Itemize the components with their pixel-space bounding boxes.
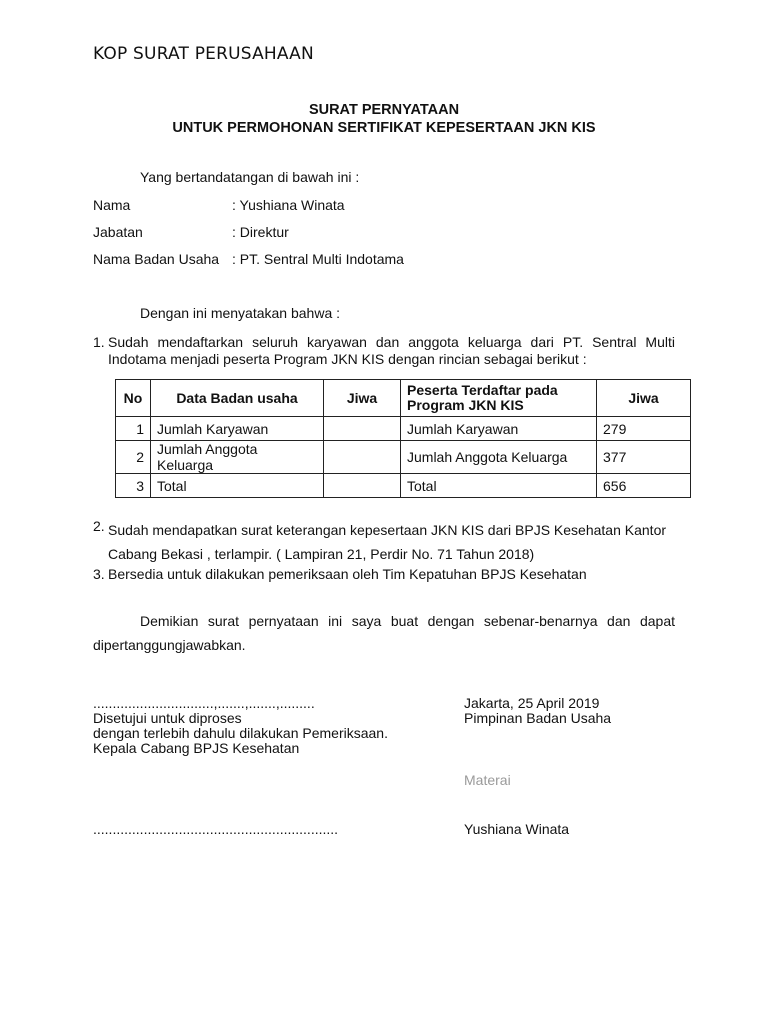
letterhead-placeholder: KOP SURAT PERUSAHAAN <box>93 44 314 64</box>
approval-line-1: Disetujui untuk diproses <box>93 710 242 726</box>
item-number: 2. <box>93 518 105 534</box>
item-number: 3. <box>93 566 105 582</box>
cell-no: 3 <box>116 474 151 498</box>
item-1-line-2: Indotama menjadi peserta Program JKN KIS dengan rincian sebagai berikut : <box>108 351 587 367</box>
field-label-badan-usaha: Nama Badan Usaha <box>93 251 220 267</box>
cell-data: Jumlah Karyawan <box>151 417 324 441</box>
document-title: SURAT PERNYATAAN <box>308 102 460 118</box>
approval-line-2: dengan terlebih dahulu dilakukan Pemeriksaan. <box>93 725 388 741</box>
field-value-nama: : Yushiana Winata <box>232 197 345 213</box>
place-date: Jakarta, 25 April 2019 <box>464 695 600 711</box>
cell-jiwa-1 <box>324 417 401 441</box>
field-value-badan-usaha: : PT. Sentral Multi Indotama <box>232 251 404 267</box>
header-peserta-line-1: Peserta Terdaftar pada <box>407 382 558 398</box>
cell-jiwa-2: 279 <box>597 417 691 441</box>
approval-dots: ...............................,.......,.......,......... <box>93 695 315 711</box>
bpjs-approval-block <box>93 696 388 756</box>
header-data-badan-usaha: Data Badan usaha <box>151 380 324 417</box>
header-jiwa-1: Jiwa <box>324 380 401 417</box>
cell-jiwa-2: 656 <box>597 474 691 498</box>
cell-peserta: Total <box>401 474 597 498</box>
item-2-line-1: Sudah mendapatkan surat keterangan kepesertaan JKN KIS dari BPJS Kesehatan Kantor <box>108 522 667 538</box>
cell-jiwa-1 <box>324 474 401 498</box>
closing-line-2: dipertanggungjawabkan. <box>93 637 246 653</box>
statement-item-2 <box>93 518 675 566</box>
item-number: 1. <box>93 334 105 350</box>
cell-peserta: Jumlah Karyawan <box>401 417 597 441</box>
header-peserta-line-2: Program JKN KIS <box>407 397 524 413</box>
document-subtitle: UNTUK PERMOHONAN SERTIFIKAT KEPESERTAAN JKN KIS <box>172 120 596 136</box>
cell-no: 1 <box>116 417 151 441</box>
cell-jiwa-2: 377 <box>597 441 691 474</box>
intro-text: Yang bertandatangan di bawah ini : <box>140 169 360 185</box>
header-no: No <box>116 380 151 417</box>
signer-name: Yushiana Winata <box>464 821 570 837</box>
approval-line-3: Kepala Cabang BPJS Kesehatan <box>93 740 300 756</box>
statement-intro: Dengan ini menyatakan bahwa : <box>140 305 341 321</box>
table-row <box>116 474 691 498</box>
table-header-row <box>116 380 691 417</box>
cell-no: 2 <box>116 441 151 474</box>
statement-item-3 <box>93 566 675 586</box>
bpjs-signature-line: ............................................................... <box>93 821 339 837</box>
table-row <box>116 441 691 474</box>
materai-stamp-placeholder: Materai <box>464 772 511 788</box>
cell-data: Total <box>151 474 324 498</box>
header-peserta-terdaftar <box>401 380 597 417</box>
field-label-jabatan: Jabatan <box>93 224 143 240</box>
closing-paragraph <box>93 609 675 657</box>
item-3-line-1: Bersedia untuk dilakukan pemeriksaan oleh Tim Kepatuhan BPJS Kesehatan <box>108 566 587 582</box>
header-jiwa-2: Jiwa <box>597 380 691 417</box>
participant-table <box>115 379 691 498</box>
cell-data: Jumlah Anggota Keluarga <box>151 441 324 474</box>
cell-peserta: Jumlah Anggota Keluarga <box>401 441 597 474</box>
cell-jiwa-1 <box>324 441 401 474</box>
company-signature-block <box>464 696 611 726</box>
item-2-line-2: Cabang Bekasi , terlampir. ( Lampiran 21, Perdir No. 71 Tahun 2018) <box>108 546 535 562</box>
statement-item-1 <box>93 334 675 370</box>
table-row <box>116 417 691 441</box>
item-1-line-1: Sudah mendaftarkan seluruh karyawan dan anggota keluarga dari PT. Sentral Multi <box>108 334 675 350</box>
closing-line-1: Demikian surat pernyataan ini saya buat dengan sebenar-benarnya dan dapat <box>140 613 675 629</box>
signer-role: Pimpinan Badan Usaha <box>464 710 612 726</box>
field-value-jabatan: : Direktur <box>232 224 289 240</box>
field-label-nama: Nama <box>93 197 131 213</box>
